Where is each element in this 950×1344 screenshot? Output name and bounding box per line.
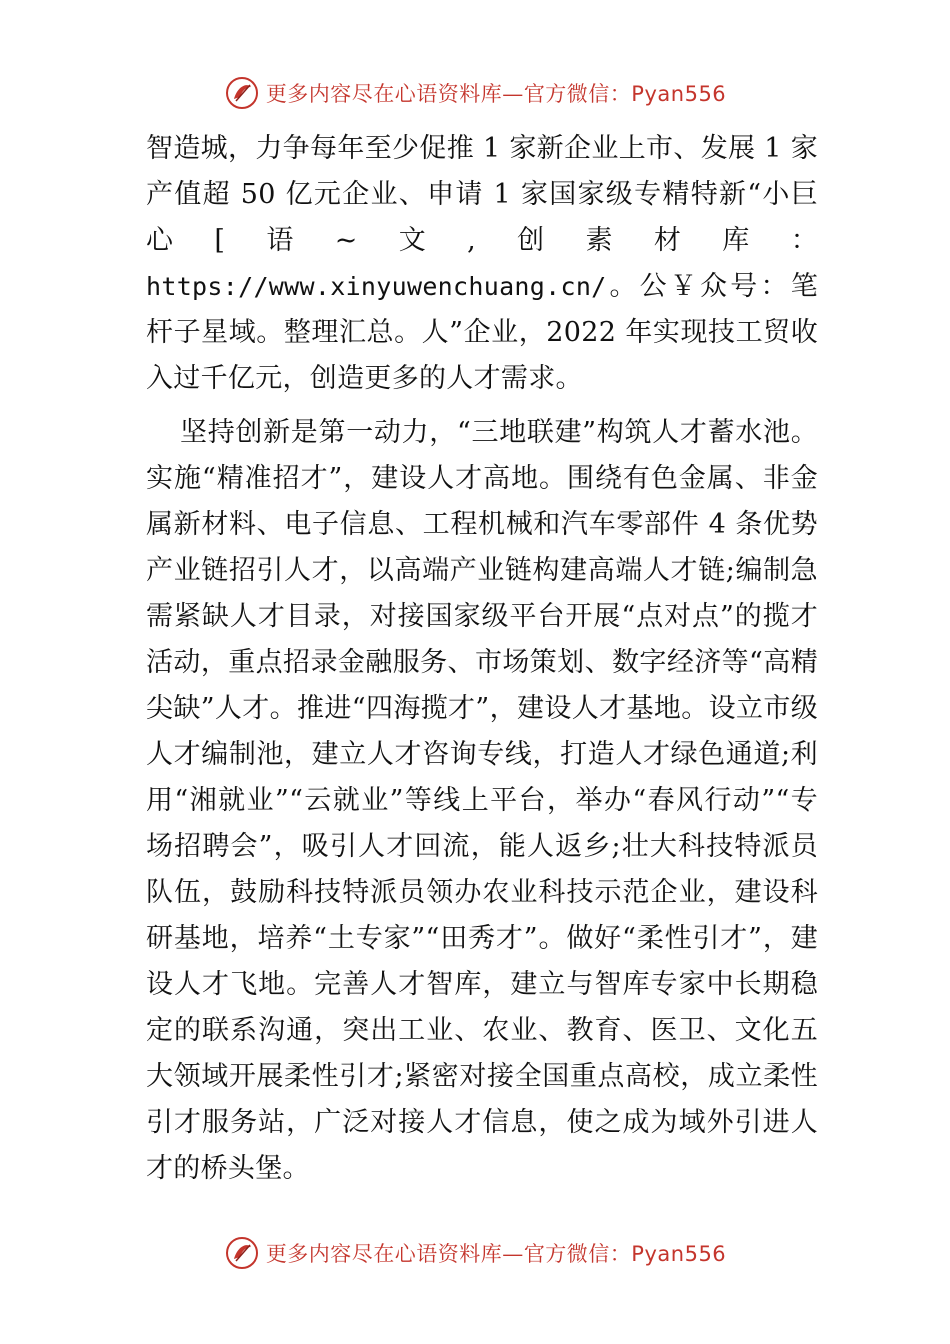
paragraph-1 bbox=[146, 126, 818, 402]
paragraph-1-url: https://www.xinyuwenchuang.cn/ bbox=[146, 272, 607, 301]
watermark-text: 更多内容尽在心语资料库— bbox=[265, 1242, 524, 1266]
paragraph-2 bbox=[146, 410, 818, 1192]
paragraph-1-text-b: 。公￥众号：笔杆子星域。整理汇总。人”企业，2022 年实现技工贸收入过千亿元，创造更多的人才需求。 bbox=[146, 271, 818, 394]
watermark-text: 更多内容尽在心语资料库— bbox=[265, 82, 524, 106]
watermark-contact: 官方微信：Pyan556 bbox=[523, 82, 727, 106]
watermark-contact: 官方微信：Pyan556 bbox=[523, 1242, 727, 1266]
footer-watermark bbox=[0, 1228, 950, 1278]
logo-icon bbox=[224, 75, 260, 111]
logo-icon bbox=[224, 1235, 260, 1271]
header-watermark bbox=[0, 68, 950, 118]
paragraph-2-text: 坚持创新是第一动力，“三地联建”构筑人才蓄水池。实施“精准招才”，建设人才高地。围绕有色金属、非金属新材料、电子信息、工程机械和汽车零部件 4 条优势产业链招引人才，以高端产业链构建高端人才链;编制急需紧缺人才目录，对接国家级平台开展“点对点”的揽才活动，重点招录金融服务、市场策划、数字经济等“高精尖缺”人才。推进“四海揽才”，建设人才基地。设立市级人才编制池，建立人才咨询专线，打造人才绿色通道;利用“湘就业”“云就业”等线上平台，举办“春风行动”“专场招聘会”，吸引人才回流，能人返乡;壮大科技特派员队伍，鼓励科技特派员领办农业科技示范企业，建设科研基地，培养“土专家”“田秀才”。做好“柔性引才”，建设人才飞地。完善人才智库，建立与智库专家中长期稳定的联系沟通，突出工业、农业、教育、医卫、文化五大领域开展柔性引才;紧密对接全国重点高校，成立柔性引才服务站，广泛对接人才信息，使之成为域外引进人才的桥头堡。 bbox=[146, 417, 818, 1184]
document-body bbox=[146, 126, 818, 1192]
paragraph-1-text-a: 智造城，力争每年至少促推 1 家新企业上市、发展 1 家产值超 50 亿元企业、申请 1 家国家级专精特新“小巨心[语~文,创素材库： bbox=[146, 133, 818, 256]
